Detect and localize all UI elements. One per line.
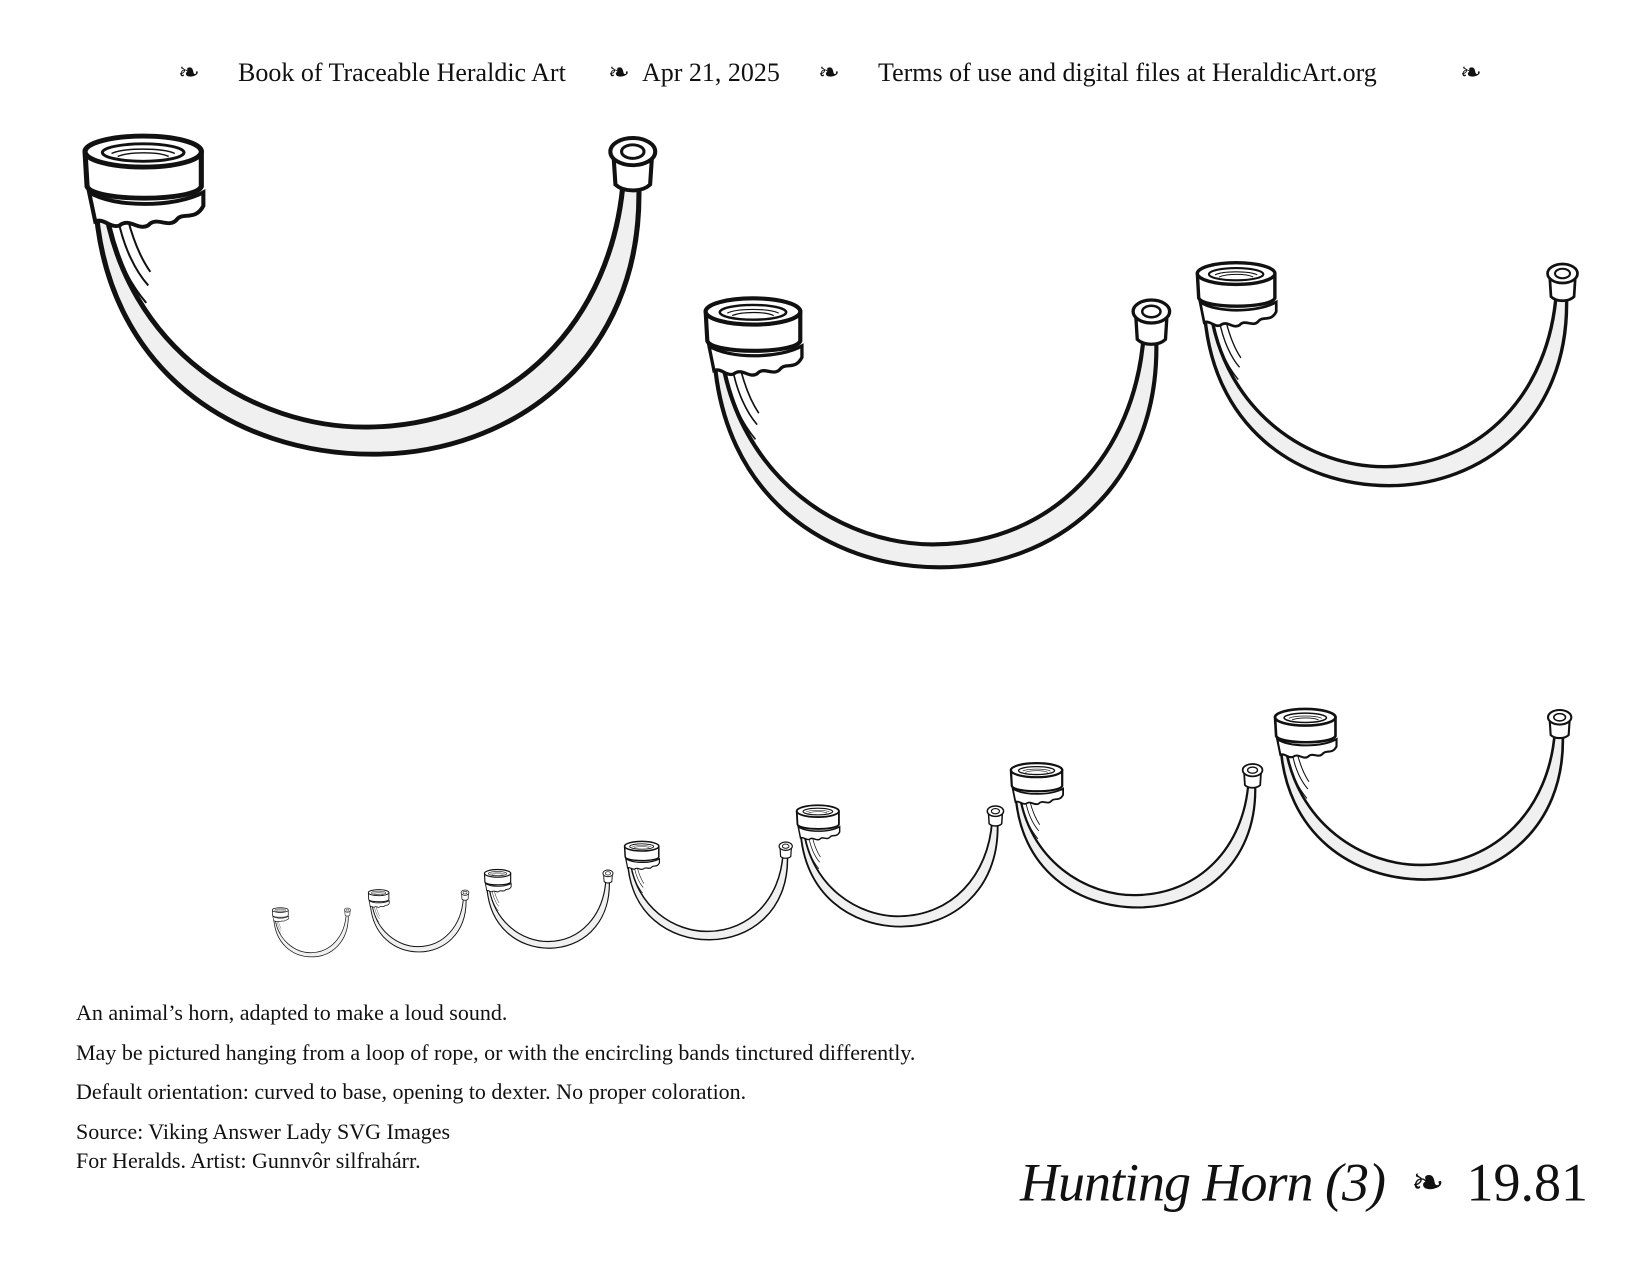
description-line: Default orientation: curved to base, opening to dexter. No proper coloration. bbox=[76, 1079, 747, 1104]
hunting-horn-icon bbox=[625, 841, 793, 939]
fleuron-icon: ❧ bbox=[818, 58, 840, 87]
hunting-horn-icon bbox=[1011, 763, 1263, 907]
hunting-horn-icon bbox=[797, 805, 1004, 926]
hunting-horn-icon bbox=[1197, 263, 1577, 486]
hunting-horn-icon bbox=[484, 870, 613, 949]
description-line: May be pictured hanging from a loop of rope, or with the encircling bands tinctured differently. bbox=[76, 1040, 916, 1065]
hunting-horn-icon bbox=[368, 890, 469, 952]
source-line: Source: Viking Answer Lady SVG Images bbox=[76, 1119, 451, 1144]
fleuron-icon: ❧ bbox=[608, 58, 630, 87]
header-date: Apr 21, 2025 bbox=[642, 58, 780, 87]
charge-name: Hunting Horn (3) bbox=[1020, 1152, 1385, 1213]
plate-title bbox=[1020, 1146, 1588, 1214]
artist-line: For Heralds. Artist: Gunnvôr silfrahárr. bbox=[76, 1148, 421, 1173]
fleuron-icon: ❧ bbox=[1460, 58, 1482, 87]
hunting-horn-icon bbox=[272, 908, 350, 957]
fleuron-icon: ❧ bbox=[1410, 1160, 1445, 1206]
hunting-horn-icon bbox=[85, 136, 655, 454]
description-line: An animal’s horn, adapted to make a loud sound. bbox=[76, 1000, 508, 1025]
terms-text: Terms of use and digital files at HeraldicArt.org bbox=[878, 58, 1377, 87]
hunting-horn-icon bbox=[1275, 709, 1571, 880]
hunting-horn-icon bbox=[706, 298, 1170, 567]
fleuron-icon: ❧ bbox=[178, 58, 200, 87]
book-title: Book of Traceable Heraldic Art bbox=[238, 58, 566, 87]
plate-number: 19.81 bbox=[1466, 1152, 1588, 1213]
